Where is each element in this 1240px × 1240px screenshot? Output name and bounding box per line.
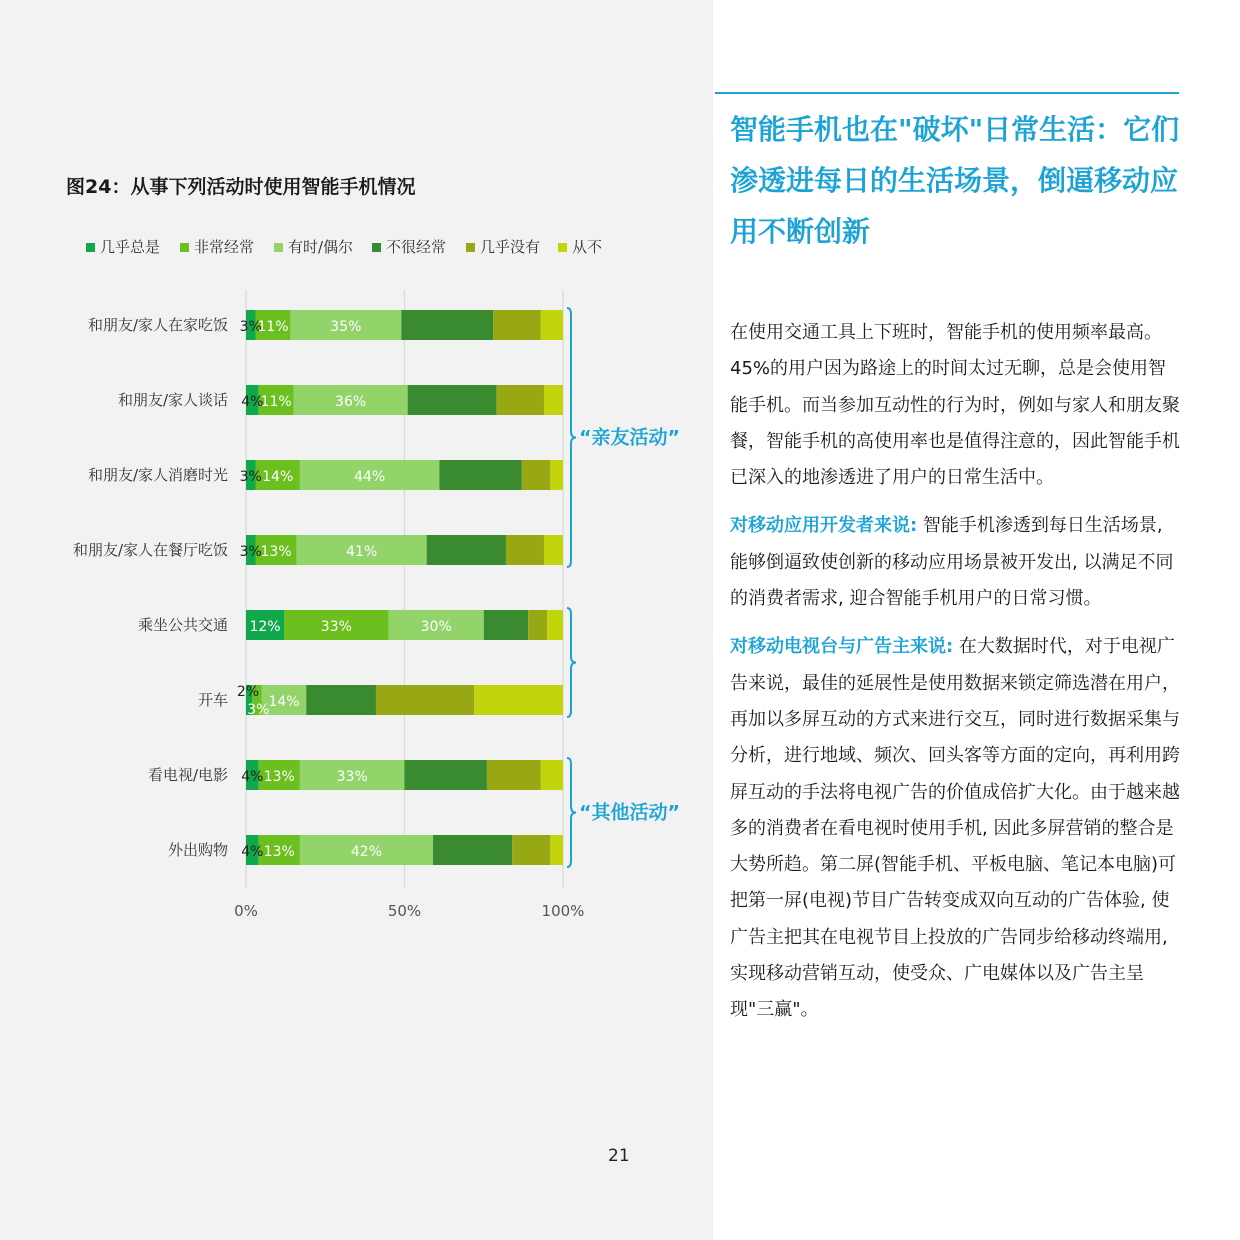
data-label: 33% [320, 619, 352, 635]
bar-segment [544, 535, 563, 565]
category-label: 和朋友/家人在家吃饭 [87, 316, 228, 334]
data-label: 33% [336, 769, 368, 785]
bar-segment [487, 760, 541, 790]
data-label: 3% [239, 469, 262, 485]
bar-segment [522, 460, 551, 490]
figure-title: 图24：从事下列活动时使用智能手机情况 [66, 176, 416, 198]
page-number: 21 [608, 1146, 630, 1166]
bar-segment [512, 835, 550, 865]
bar-segment [496, 385, 544, 415]
bar-segment [547, 610, 563, 640]
data-label: 14% [262, 469, 294, 485]
bar-segment [405, 760, 487, 790]
group-bracket [567, 608, 576, 717]
paragraph-2 [730, 508, 1182, 617]
data-label: 3% [239, 319, 262, 335]
category-label: 看电视/电影 [147, 766, 228, 784]
paragraph-3 [730, 629, 1182, 1028]
legend-label: 不很经常 [386, 238, 447, 256]
data-label: 4% [241, 394, 264, 410]
data-label: 44% [354, 469, 386, 485]
x-tick-label: 100% [541, 902, 585, 920]
legend-label: 几乎总是 [100, 238, 161, 256]
group-label: “亲友活动” [579, 426, 680, 449]
category-label: 乘坐公共交通 [137, 616, 228, 634]
bar-segment [484, 610, 528, 640]
bar-segment [474, 685, 563, 715]
bar-segment [541, 760, 563, 790]
bar-segment [550, 835, 563, 865]
legend-label: 有时/偶尔 [288, 238, 354, 256]
stacked-bar-chart [0, 0, 713, 940]
paragraph-1-text: 在使用交通工具上下班时，智能手机的使用频率最高。45%的用户因为路途上的时间太过无聊，总是会使用智能手机。而当参加互动性的行为时，例如与家人和朋友聚餐，智能手机的高使用率也是值得注意的，因此智能手机已深入的地渗透进了用户的日常生活中。 [730, 322, 1180, 489]
headline-top-rule [715, 92, 1179, 94]
bar-segment [408, 385, 497, 415]
data-label: 11% [260, 394, 292, 410]
data-label: 11% [257, 319, 289, 335]
x-tick-label: 50% [387, 902, 422, 920]
bar-segment [439, 460, 521, 490]
data-label: 35% [330, 319, 362, 335]
bar-segment [544, 385, 563, 415]
category-label: 外出购物 [167, 841, 228, 859]
paragraph-2-text: 智能手机渗透到每日生活场景, 能够倒逼致使创新的移动应用场景被开发出, 以满足不同的消费者需求, 迎合智能手机用户的日常习惯。 [730, 515, 1174, 610]
category-label: 开车 [197, 691, 228, 709]
bar-segment [427, 535, 506, 565]
data-label: 4% [241, 769, 264, 785]
bar-segment [376, 685, 474, 715]
headline: 智能手机也在"破坏"日常生活：它们渗透进每日的生活场景，倒逼移动应用不断创新 [730, 113, 1180, 248]
bar-segment [541, 310, 563, 340]
bar-segment [401, 310, 493, 340]
data-label: 13% [263, 844, 295, 860]
data-label: 4% [241, 844, 264, 860]
bar-segment [493, 310, 541, 340]
legend-label: 非常经常 [194, 238, 255, 256]
bar-segment [528, 610, 547, 640]
data-label: 14% [268, 694, 300, 710]
data-label: 2% [236, 684, 260, 700]
body-text [730, 315, 1182, 1041]
data-label: 41% [346, 544, 378, 560]
legend-label: 几乎没有 [480, 238, 541, 256]
data-label: 36% [335, 394, 367, 410]
group-bracket [567, 758, 576, 867]
x-tick-label: 0% [234, 902, 258, 920]
group-bracket [567, 308, 576, 567]
group-label: “其他活动” [579, 801, 680, 824]
data-label: 12% [249, 619, 281, 635]
data-label: 3% [247, 702, 270, 718]
data-label: 13% [260, 544, 292, 560]
data-label: 3% [239, 544, 262, 560]
category-label: 和朋友/家人谈话 [117, 391, 228, 409]
data-label: 30% [420, 619, 452, 635]
bar-segment [550, 460, 563, 490]
paragraph-3-text: 在大数据时代，对于电视广告来说，最佳的延展性是使用数据来锁定筛选潜在用户，再加以多屏互动的方式来进行交互，同时进行数据采集与分析，进行地域、频次、回头客等方面的定向，再利用跨屏互动的手法将电视广告的价值成倍扩大化。由于越来越多的消费者在看电视时使用手机, 因此多屏营销的整合是大势所趋。第二屏(智能手机、平板电脑、笔记本电脑)可把第一屏(电视)节目广告转变成双向互动的广告体验, 使广告主把其在电视节目上投放的广告同步给移动终端用, 实现移动营销互动，使受众、广电媒体以及广告主呈现"三赢"。 [730, 636, 1180, 1021]
paragraph-3-lead: 对移动电视台与广告主来说: [730, 636, 954, 658]
bar-segment [433, 835, 512, 865]
legend-label: 从不 [572, 238, 603, 256]
category-label: 和朋友/家人在餐厅吃饭 [72, 541, 228, 559]
paragraph-2-lead: 对移动应用开发者来说: [730, 515, 918, 537]
paragraph-1 [730, 315, 1182, 496]
category-label: 和朋友/家人消磨时光 [87, 466, 228, 484]
bar-segment [306, 685, 376, 715]
data-label: 42% [350, 844, 383, 860]
bar-segment [506, 535, 544, 565]
data-label: 13% [263, 769, 295, 785]
